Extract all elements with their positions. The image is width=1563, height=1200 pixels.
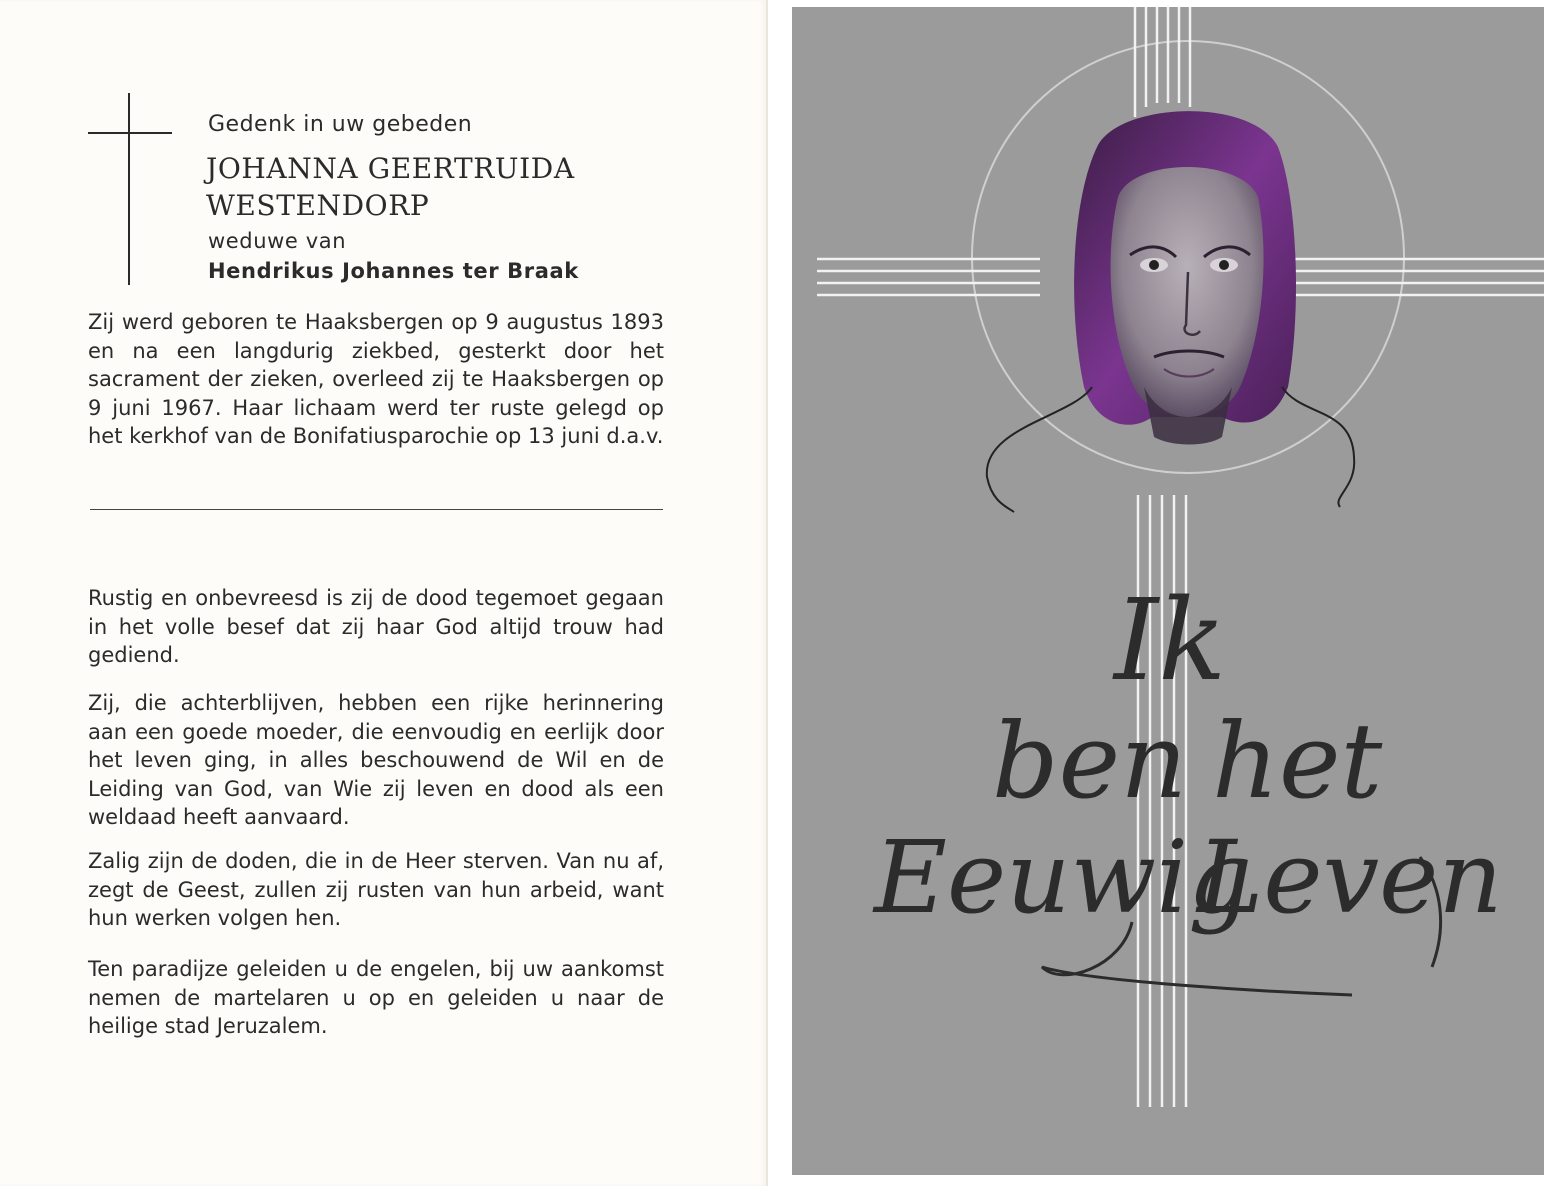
- divider-line: [90, 509, 663, 510]
- name-line-1: JOHANNA GEERTRUIDA: [206, 152, 575, 185]
- cross-icon-vertical: [128, 93, 130, 285]
- christ-face-icon: [792, 7, 1544, 1175]
- deceased-name: [206, 150, 575, 224]
- memorial-card-text-page: [0, 0, 768, 1186]
- motto-word-ik: Ik: [1114, 576, 1227, 706]
- husband-name: Hendrikus Johannes ter Braak: [208, 259, 579, 283]
- prayer-paragraph: Ten paradijze geleiden u de engelen, bij uw aankomst nemen de martelaren u op en geleiden u naar de heilige stad Jeruzalem.: [88, 957, 664, 1038]
- intro-line: Gedenk in uw gebeden: [208, 112, 473, 137]
- memorial-card-image-page: [792, 7, 1544, 1175]
- motto-word-eeuwig: Eeuwig: [874, 819, 1253, 936]
- motto-word-ben: ben: [992, 700, 1188, 822]
- biography-paragraph: Zij werd geboren te Haaksbergen op 9 augustus 1893 en na een langdurig ziekbed, gesterkt door het sacrament der zieken, overleed zij te Haaksbergen op 9 juni 1967. Haar lichaam werd ter ruste gelegd op het kerkhof van de Bonifatiusparochie op 13 juni d.a.v.: [88, 310, 664, 448]
- scripture-paragraph: Zalig zijn de doden, die in de Heer sterven. Van nu af, zegt de Geest, zullen zij rusten van hun arbeid, want hun werken volgen hen.: [88, 849, 664, 930]
- widow-of-label: weduwe van: [208, 229, 347, 253]
- name-line-2: WESTENDORP: [206, 189, 430, 222]
- memory-paragraph: Zij, die achterblijven, hebben een rijke herinnering aan een goede moeder, die eenvoudig en eerlijk door het leven ging, in alles beschouwend de Wil en de Leiding van God, van Wie zij leven en dood als een weldaad heeft aanvaard.: [88, 691, 664, 829]
- motto-word-leven: Leven: [1197, 819, 1503, 936]
- motto-word-het: het: [1212, 700, 1383, 822]
- reflection-paragraph: Rustig en onbevreesd is zij de dood tegemoet gegaan in het volle besef dat zij haar God altijd trouw had gediend.: [88, 586, 664, 667]
- cross-icon-horizontal: [88, 132, 172, 134]
